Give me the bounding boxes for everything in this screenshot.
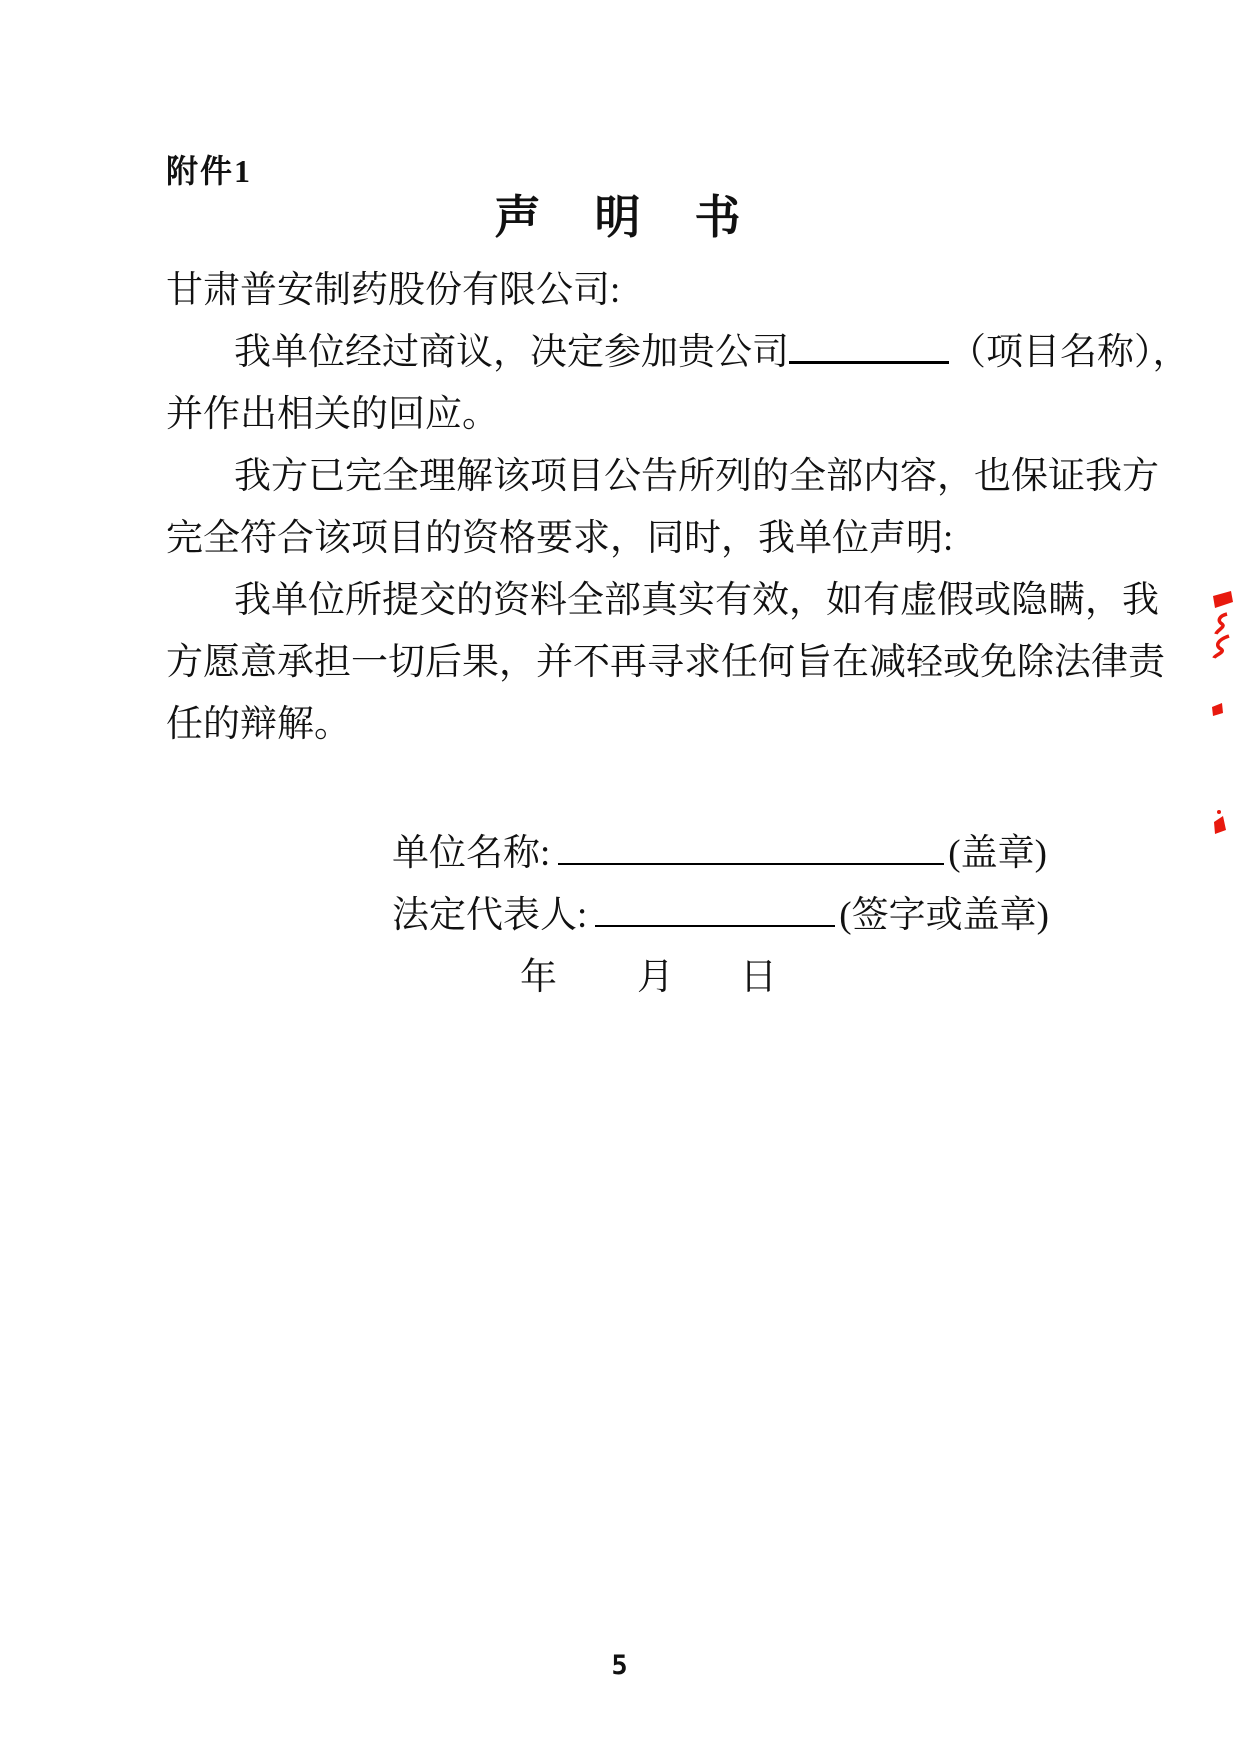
legal-representative-line [392,885,1049,947]
sign-or-seal-note: (签字或盖章) [839,895,1049,936]
body-line-text: 并作出相关的回应。 [166,394,499,435]
signature-block [392,823,1049,1009]
company-name-blank [558,826,944,865]
legal-representative-blank [595,888,835,927]
stamp-shape [1214,636,1229,658]
stamp-shape [1216,614,1227,634]
stamp-shape [1213,591,1233,608]
body-line-text: 完全符合该项目的资格要求，同时，我单位声明: [166,518,954,559]
body-line [166,384,1096,446]
attachment-label: 附件1 [166,153,253,189]
body-line [166,508,1096,570]
date-year-label: 年 [520,957,557,998]
body-line [166,446,1159,508]
page-number: 5 [611,1650,628,1681]
body-line [166,694,1096,756]
stamp-shape [1217,810,1221,814]
company-seal-note: (盖章) [948,833,1047,874]
company-name-label: 单位名称: [392,833,551,874]
body-line-text: 方愿意承担一切后果，并不再寻求任何旨在减轻或免除法律责 [166,642,1165,683]
body-line [166,632,1165,694]
body-line-text: 我单位经过商议，决定参加贵公司 [234,332,789,373]
project-name-blank [789,324,949,364]
body-line-text: 我单位所提交的资料全部真实有效，如有虚假或隐瞒，我 [234,580,1159,621]
body-line-text: 任的辩解。 [166,704,351,745]
document-body [166,260,1190,756]
body-line [166,570,1159,632]
page-title: 声 明 书 [494,190,745,244]
stamp-fragment-icon [1203,588,1239,840]
company-name-line [392,823,1049,885]
body-line [166,322,1190,384]
date-day-label: 日 [740,957,777,998]
stamp-shape [1214,816,1226,834]
body-line-text: （项目名称）， [949,332,1190,373]
date-line [392,947,892,1009]
body-line-text: 我方已完全理解该项目公告所列的全部内容，也保证我方 [234,456,1159,497]
stamp-shape [1212,703,1223,716]
salutation-text: 甘肃普安制药股份有限公司: [166,270,621,311]
legal-representative-label: 法定代表人: [392,895,588,936]
date-month-label: 月 [637,957,674,998]
salutation-line [166,260,1096,322]
